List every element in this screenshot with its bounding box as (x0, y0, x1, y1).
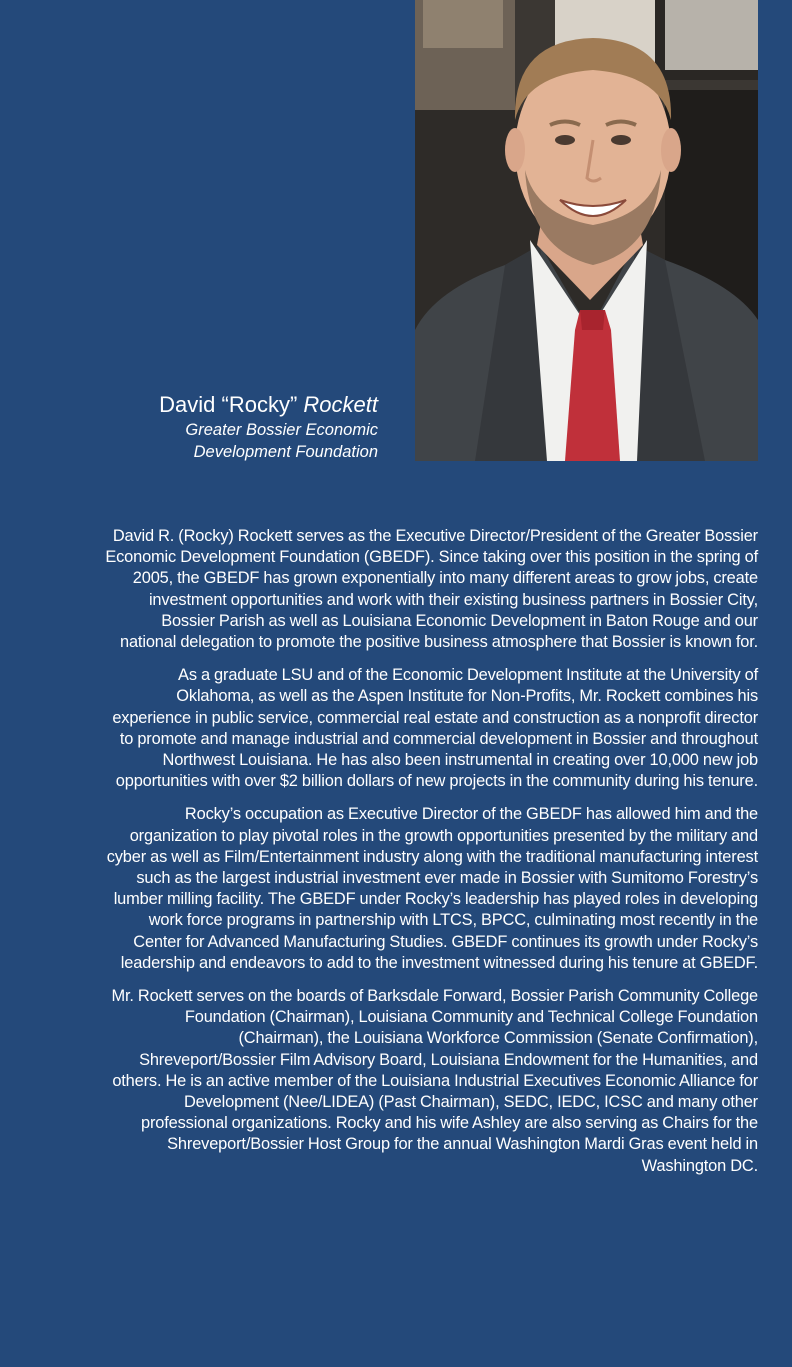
portrait-photo (415, 0, 758, 461)
biography (101, 526, 758, 1189)
profile-name (58, 391, 378, 419)
bio-paragraph: David R. (Rocky) Rockett serves as the Executive Director/President of the Greater Bossier Economic Development Foundation (GBEDF). Since taking over this position in the spring of 2005, the GBEDF has grown exponentially into many different areas to grow jobs, create investment opportunities and work with their existing business partners in Bossier City, Bossier Parish as well as Louisiana Economic Development in Baton Rouge and our national delegation to promote the positive business atmosphere that Bossier is known for. (105, 527, 758, 652)
profile-name-last: Rockett (303, 392, 378, 417)
portrait-icon (415, 0, 758, 461)
bio-paragraph: Rocky’s occupation as Executive Director of the GBEDF has allowed him and the organization to play pivotal roles in the growth opportunities presented by the military and cyber as well as Film/Entertainment industry along with the traditional manufacturing interest such as the largest industrial investment ever made in Bossier with Sumitomo Forestry’s lumber milling facility. The GBEDF under Rocky’s leadership has played roles in developing work force programs in partnership with LTCS, BPCC, culminating most recently in the Center for Advanced Manufacturing Studies. GBEDF continues its growth under Rocky’s leadership and endeavors to add to the investment witnessed during his tenure at GBEDF. (106, 805, 758, 972)
profile-organization-line2: Development Foundation (193, 443, 378, 461)
profile-caption (58, 391, 378, 463)
profile-name-first: David “Rocky” (159, 392, 298, 417)
profile-organization-line1: Greater Bossier Economic (185, 421, 378, 439)
bio-paragraph: As a graduate LSU and of the Economic Development Institute at the University of Oklahoma, as well as the Aspen Institute for Non-Profits, Mr. Rockett combines his experience in public service, commercial real estate and construction as a nonprofit director to promote and manage industrial and commercial development in Bossier and throughout Northwest Louisiana. He has also been instrumental in creating over 10,000 new job opportunities with over $2 billion dollars of new projects in the community during his tenure. (112, 666, 758, 791)
bio-paragraph: Mr. Rockett serves on the boards of Barksdale Forward, Bossier Parish Community College Foundation (Chairman), Louisiana Community and Technical College Foundation (Chairman), the Louisiana Workforce Commission (Senate Confirmation), Shreveport/Bossier Film Advisory Board, Louisiana Endowment for the Humanities, and others. He is an active member of the Louisiana Industrial Executives Economic Alliance for Development (Nee/LIDEA) (Past Chairman), SEDC, IEDC, ICSC and many other professional organizations. Rocky and his wife Ashley are also serving as Chairs for the Shreveport/Bossier Host Group for the annual Washington Mardi Gras event held in Washington DC. (111, 987, 758, 1175)
